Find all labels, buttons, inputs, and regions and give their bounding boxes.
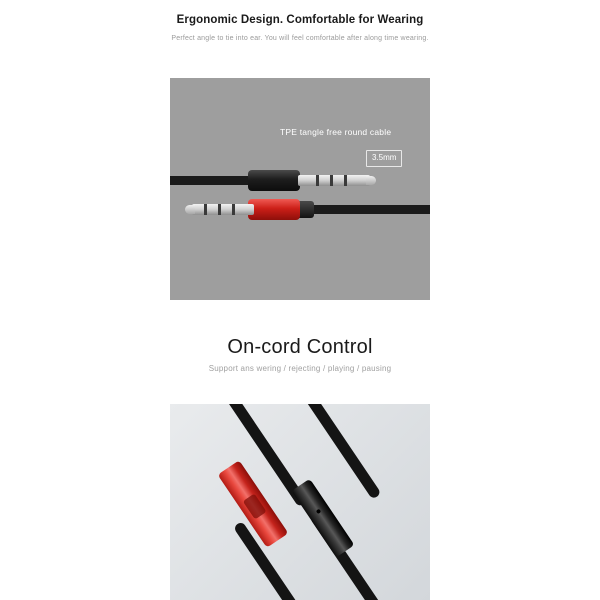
black-inline-remote xyxy=(292,479,355,558)
black-plug-pin xyxy=(298,175,370,186)
section-two-subtitle: Support ans wering / rejecting / playing / pausing xyxy=(208,364,392,373)
plug-ring-4 xyxy=(204,204,207,215)
photo-caption: TPE tangle free round cable xyxy=(280,127,392,137)
cable-plugs-photo xyxy=(170,78,430,300)
section-one-subtitle: Perfect angle to tie into ear. You will feel comfortable after along time wearing. xyxy=(171,35,429,42)
red-plug-housing xyxy=(248,199,300,220)
jack-size-badge: 3.5mm xyxy=(366,150,402,167)
plug-ring-2 xyxy=(330,175,333,186)
plug-ring-6 xyxy=(232,204,235,215)
section-two-title: On-cord Control xyxy=(227,336,373,358)
plug-ring-3 xyxy=(344,175,347,186)
red-plug-pin xyxy=(192,204,254,215)
plug-ring-5 xyxy=(218,204,221,215)
plug-ring-1 xyxy=(316,175,319,186)
section-one-title: Ergonomic Design. Comfortable for Wearing xyxy=(176,14,424,26)
on-cord-control-photo xyxy=(170,404,430,600)
microphone-icon xyxy=(316,509,322,515)
black-plug-housing xyxy=(248,170,300,191)
remote-button xyxy=(243,493,267,519)
ergonomic-design-section xyxy=(0,0,600,42)
